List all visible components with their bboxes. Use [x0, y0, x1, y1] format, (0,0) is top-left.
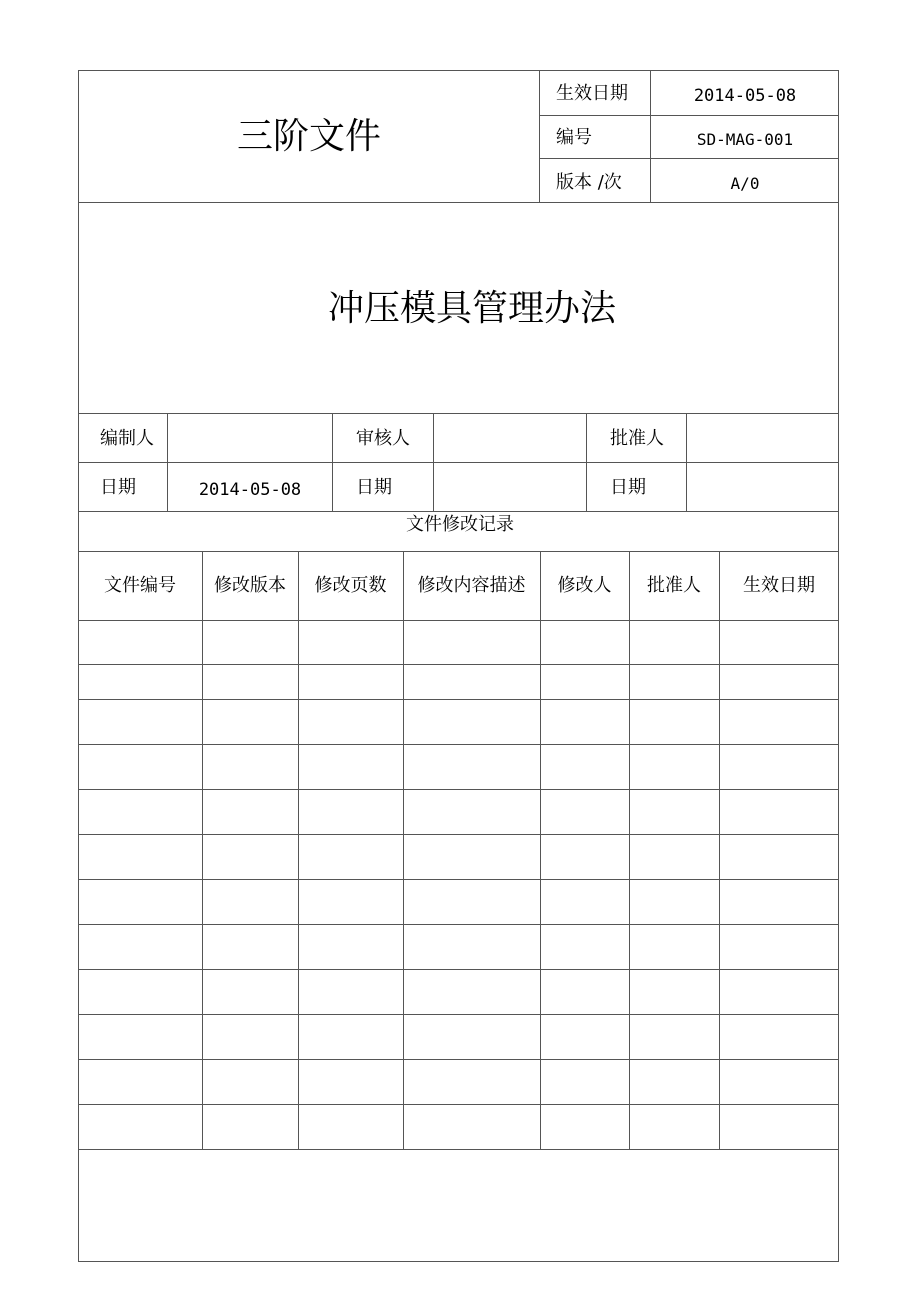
approved-by-label: 批准人	[610, 428, 664, 449]
date-label-prepared: 日期	[100, 477, 136, 498]
signoff-divider-3	[433, 413, 434, 511]
version-value: A/0	[730, 174, 760, 193]
date-value-prepared: 2014-05-08	[198, 480, 302, 500]
revision-column-header: 修改内容描述	[417, 575, 526, 596]
revision-title-line	[78, 551, 839, 552]
revision-column-header: 批准人	[647, 575, 701, 596]
version-label: 版本 /次	[556, 172, 622, 193]
revision-column-header: 生效日期	[743, 575, 815, 596]
table-row	[78, 789, 839, 790]
signoff-divider-2	[332, 413, 333, 511]
header-value-divider	[650, 70, 651, 202]
signoff-middle-line	[78, 462, 839, 463]
table-row	[78, 879, 839, 880]
effective-date-label: 生效日期	[556, 83, 628, 104]
prepared-by-label: 编制人	[100, 428, 154, 449]
table-row	[78, 1149, 839, 1150]
table-row	[78, 969, 839, 970]
revision-header-line	[78, 620, 839, 621]
table-row	[78, 1104, 839, 1105]
table-row	[78, 699, 839, 700]
signoff-divider-4	[586, 413, 587, 511]
revision-column-header: 修改人	[557, 575, 612, 596]
revision-column-header: 文件编号	[104, 575, 176, 596]
document-title: 冲压模具管理办法	[327, 288, 617, 329]
doc-level-label: 三阶文件	[236, 116, 382, 157]
signoff-bottom-line	[78, 511, 839, 512]
table-row	[78, 664, 839, 665]
header-bottom-line	[78, 202, 839, 203]
doc-no-label: 编号	[556, 127, 592, 148]
signoff-top-line	[78, 413, 839, 414]
revision-record-title: 文件修改记录	[406, 514, 514, 535]
table-row	[78, 744, 839, 745]
date-label-reviewed: 日期	[356, 477, 392, 498]
revision-column-header: 修改页数	[314, 575, 387, 596]
doc-no-value: SD-MAG-001	[696, 130, 794, 149]
header-row-line-2	[539, 158, 839, 159]
reviewed-by-label: 审核人	[356, 428, 410, 449]
table-row	[78, 834, 839, 835]
document-frame	[78, 70, 839, 1262]
effective-date-value: 2014-05-08	[693, 86, 797, 106]
signoff-divider-1	[167, 413, 168, 511]
header-divider	[539, 70, 540, 202]
table-row	[78, 1014, 839, 1015]
date-label-approved: 日期	[610, 477, 646, 498]
header-row-line-1	[539, 115, 839, 116]
table-row	[78, 924, 839, 925]
table-row	[78, 1059, 839, 1060]
signoff-divider-5	[686, 413, 687, 511]
revision-column-header: 修改版本	[214, 575, 286, 596]
